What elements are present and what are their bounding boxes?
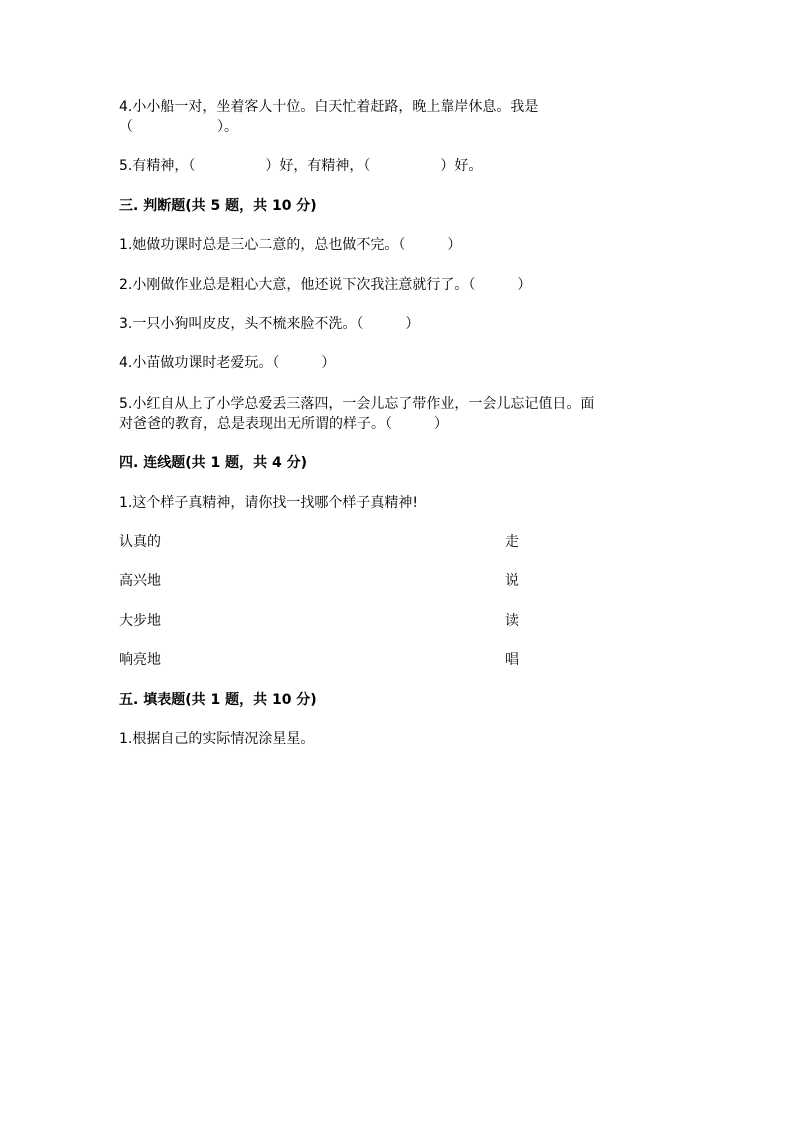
matching-left-item: 高兴地	[119, 573, 161, 589]
matching-right-item: 走	[505, 534, 519, 550]
fill-question-5: 5.有精神，（ ）好，有精神，（ ）好。	[119, 158, 483, 174]
matching-right-item: 读	[505, 613, 519, 629]
judge-question-2: 2.小刚做作业总是粗心大意，他还说下次我注意就行了。（ ）	[119, 277, 532, 293]
judge-question-5-line2: 对爸爸的教育，总是表现出无所谓的样子。（ ）	[119, 416, 448, 432]
section-5-heading: 五. 填表题(共 1 题，共 10 分)	[119, 692, 317, 708]
section-3-heading: 三. 判断题(共 5 题，共 10 分)	[119, 198, 317, 214]
judge-question-5-line1: 5.小红自从上了小学总爱丢三落四，一会儿忘了带作业，一会儿忘记值日。面	[119, 396, 595, 412]
matching-left-item: 认真的	[119, 534, 161, 550]
section-4-heading: 四. 连线题(共 1 题，共 4 分)	[119, 455, 307, 471]
matching-question: 1.这个样子真精神，请你找一找哪个样子真精神!	[119, 495, 418, 511]
fill-question-4-line1: 4.小小船一对，坐着客人十位。白天忙着赶路，晚上靠岸休息。我是	[119, 99, 539, 115]
matching-left-item: 响亮地	[119, 652, 161, 668]
matching-left-item: 大步地	[119, 613, 161, 629]
table-question-1: 1.根据自己的实际情况涂星星。	[119, 731, 315, 747]
matching-right-item: 说	[505, 573, 519, 589]
judge-question-3: 3.一只小狗叫皮皮，头不梳来脸不洗。（ ）	[119, 316, 420, 332]
judge-question-1: 1.她做功课时总是三心二意的，总也做不完。（ ）	[119, 237, 462, 253]
fill-question-4-line2: （ ）。	[119, 119, 238, 135]
matching-right-item: 唱	[505, 652, 519, 668]
judge-question-4: 4.小苗做功课时老爱玩。（ ）	[119, 355, 336, 371]
